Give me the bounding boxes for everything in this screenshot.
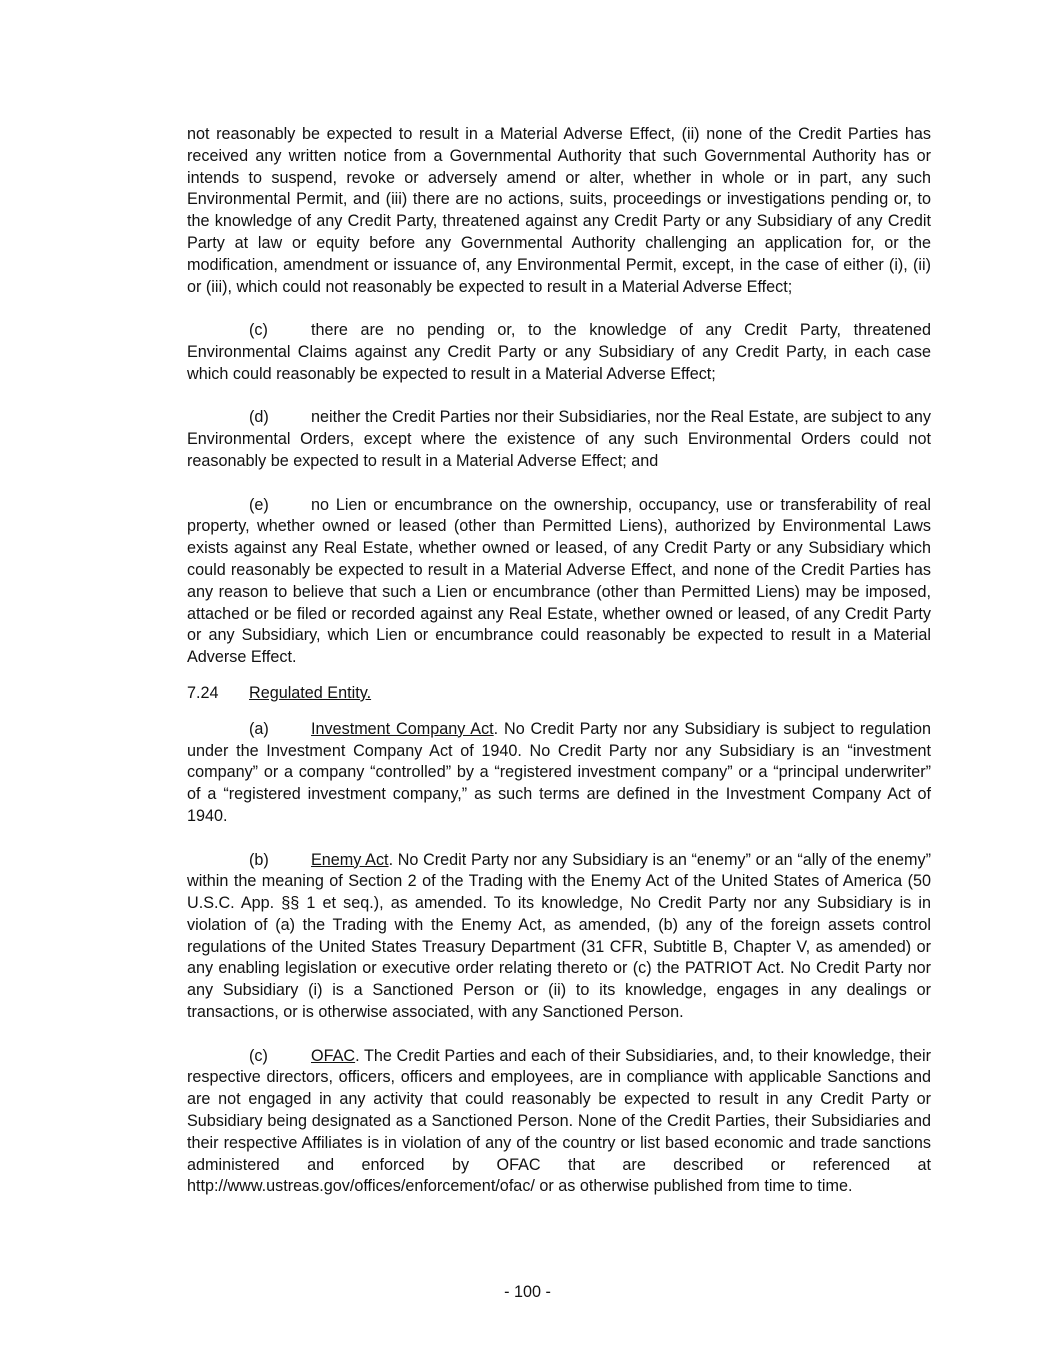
clause-d-label: (d)	[249, 408, 269, 427]
clause-a-text: . No Credit Party nor any Subsidiary is subject to regulation under the Investment Company Act of 1940. No Credit Party nor any Subsidiary is an “investment company” or a company “controlled” by a “registered investment company” or a “principal underwriter” of a “registered investment company,” as such terms are defined in the Investment Company Act of 1940.	[187, 719, 931, 825]
clause-c-ofac-heading: OFAC	[311, 1046, 356, 1065]
section-number: 7.24	[187, 683, 219, 702]
intro-paragraph: not reasonably be expected to result in a Material Adverse Effect, (ii) none of the Credit Parties has received any written notice from a Governmental Authority that such Governmental Authority has or intends to suspend, revoke or adversely amend or alter, whether in whole or in part, any such Environmental Permit, and (iii) there are no actions, suits, proceedings or investigations pending or, to the knowledge of any Credit Party, threatened against any Credit Party or any Subsidiary of any Credit Party at law or equity before any Governmental Authority challenging an application for, or the modification, amendment or issuance of, any Environmental Permit, except, in the case of either (i), (ii) or (iii), which could not reasonably be expected to result in a Material Adverse Effect;	[187, 125, 931, 296]
clause-b-heading: Enemy Act	[311, 850, 389, 869]
clause-c-ofac-label: (c)	[249, 1046, 268, 1065]
document-body	[187, 124, 931, 1198]
clause-b-label: (b)	[249, 850, 269, 869]
clause-e-paragraph	[187, 495, 931, 669]
clause-c-paragraph	[187, 320, 931, 385]
clause-d-text: neither the Credit Parties nor their Subsidiaries, nor the Real Estate, are subject to any Environmental Orders, except where the existence of any such Environmental Orders could not reasonably be expected to result in a Material Adverse Effect; and	[187, 408, 931, 470]
section-title: Regulated Entity.	[249, 683, 372, 702]
page-number: - 100 -	[504, 1283, 551, 1301]
clause-a-investment-paragraph	[187, 719, 931, 828]
clause-d-paragraph	[187, 407, 931, 472]
clause-b-text: . No Credit Party nor any Subsidiary is an “enemy” or an “ally of the enemy” within the meaning of Section 2 of the Trading with the Enemy Act of the United States of America (50 U.S.C. App. §§ 1 et seq.), as amended. To its knowledge, No Credit Party nor any Subsidiary is in violation of (a) the Trading with the Enemy Act, as amended, (b) any of the foreign assets control regulations of the United States Treasury Department (31 CFR, Subtitle B, Chapter V, as amended) or any enabling legislation or executive order relating thereto or (c) the PATRIOT Act. No Credit Party nor any Subsidiary (i) is a Sanctioned Person or (ii) to its knowledge, engages in any dealings or transactions, or is otherwise associated, with any Sanctioned Person.	[187, 850, 932, 1022]
clause-e-text: no Lien or encumbrance on the ownership, occupancy, use or transferability of real property, whether owned or leased (other than Permitted Liens), authorized by Environmental Laws exists against any Real Estate, whether owned or leased, of any Credit Party or any Subsidiary which could reasonably be expected to result in a Material Adverse Effect, and none of the Credit Parties has any reason to believe that such a Lien or encumbrance (other than Permitted Liens) may be imposed, attached or be filed or recorded against any Real Estate, whether owned or leased, of any Credit Party or any Subsidiary, which Lien or encumbrance could reasonably be expected to result in a Material Adverse Effect.	[187, 495, 931, 667]
clause-a-heading: Investment Company Act	[311, 719, 494, 738]
section-heading	[187, 683, 931, 705]
clause-c-text: there are no pending or, to the knowledge of any Credit Party, threatened Environmental Claims against any Credit Party or any Subsidiary of any Credit Party, in each case which could reasonably be expected to result in a Material Adverse Effect;	[187, 321, 931, 383]
clause-c-ofac-text: . The Credit Parties and each of their Subsidiaries, and, to their knowledge, their respective directors, officers, officers and employees, are in compliance with applicable Sanctions and are not engaged in any activity that could reasonably be expected to result in any Credit Party or Subsidiary being designated as a Sanctioned Person. None of the Credit Parties, their Subsidiaries and their respective Affiliates is in violation of any of the country or list based economic and trade sanctions administered and enforced by OFAC that are described or referenced at http://www.ustreas.gov/offices/enforcement/ofac/ or as otherwise published from time to time.	[187, 1046, 931, 1196]
clause-e-label: (e)	[249, 495, 269, 514]
clause-c-label: (c)	[249, 321, 268, 340]
clause-a-label: (a)	[249, 719, 269, 738]
clause-b-enemy-paragraph	[187, 850, 931, 1024]
clause-c-ofac-paragraph	[187, 1046, 931, 1199]
